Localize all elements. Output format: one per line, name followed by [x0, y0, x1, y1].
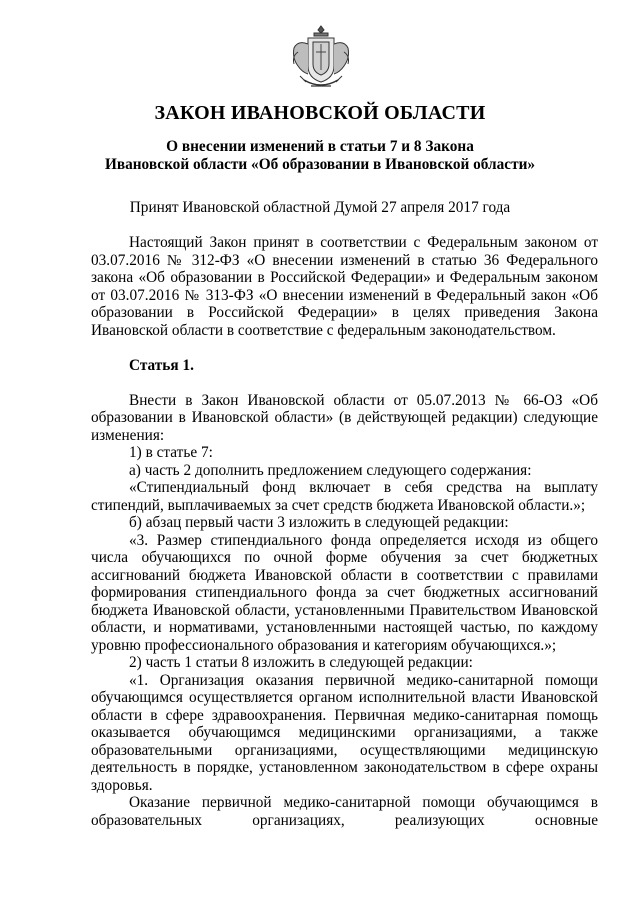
- subtitle-line: Ивановской области «Об образовании в Ивановской области»: [104, 155, 536, 173]
- document-body: [91, 234, 598, 829]
- subtitle-line: О внесении изменений в статьи 7 и 8 Закона: [166, 138, 474, 155]
- article-paragraph: «3. Размер стипендиального фонда определяется исходя из общего числа обучающихся по очной форме обучения за счет бюджетных ассигнований бюджета Ивановской области в соответствии с правилами формирования стипендиального фонда за счет бюджетных ассигнований бюджета Ивановской области, установленными Правительством Ивановской области, и нормативами, установленными настоящей частью, по каждому уровню профессионального образования и категориям обучающихся.»;: [91, 531, 598, 654]
- document-title: ЗАКОН ИВАНОВСКОЙ ОБЛАСТИ: [154, 102, 486, 124]
- coat-of-arms-icon: [286, 22, 356, 94]
- article-paragraph: 1) в статье 7:: [129, 444, 213, 461]
- article-paragraph: Внести в Закон Ивановской области от 05.07.2013 № 66-ОЗ «Об образовании в Ивановской области» (в действующей редакции) следующие изменения:: [91, 391, 598, 444]
- article-paragraph: а) часть 2 дополнить предложением следующего содержания:: [129, 461, 532, 479]
- article-paragraph: «1. Организация оказания первичной медико-санитарной помощи обучающимся осуществляется органом исполнительной власти Ивановской области в сфере здравоохранения. Первичная медико-санитарная помощь оказывается обучающимся медицинскими организациями, а также образовательными организациями, осуществляющими медицинскую деятельность в порядке, установленном законодательством в сфере охраны здоровья.: [91, 671, 598, 794]
- article-paragraph: Оказание первичной медико-санитарной помощи обучающимся в образовательных организациях, реализующих основные: [91, 794, 598, 829]
- preamble-paragraph: Настоящий Закон принят в соответствии с Федеральным законом от 03.07.2016 № 312-ФЗ «О внесении изменений в статью 36 Федерального закона «Об образовании в Российской Федерации» и Федеральным законом от 03.07.2016 № 313-ФЗ «О внесении изменений в Федеральный закон «Об образовании в Российской Федерации» в целях приведения Закона Ивановской области в соответствие с федеральным законодательством.: [91, 234, 598, 339]
- article-paragraph: 2) часть 1 статьи 8 изложить в следующей редакции:: [129, 654, 473, 671]
- adoption-statement: Принят Ивановской областной Думой 27 апреля 2017 года: [129, 199, 511, 216]
- document-subtitle: [0, 138, 640, 173]
- article-paragraph: б) абзац первый части 3 изложить в следующей редакции:: [129, 514, 509, 531]
- article-heading: Статья 1.: [129, 356, 194, 374]
- article-paragraph: «Стипендиальный фонд включает в себя средства на выплату стипендий, выплачиваемых за счет средств бюджета Ивановской области.»;: [91, 479, 598, 514]
